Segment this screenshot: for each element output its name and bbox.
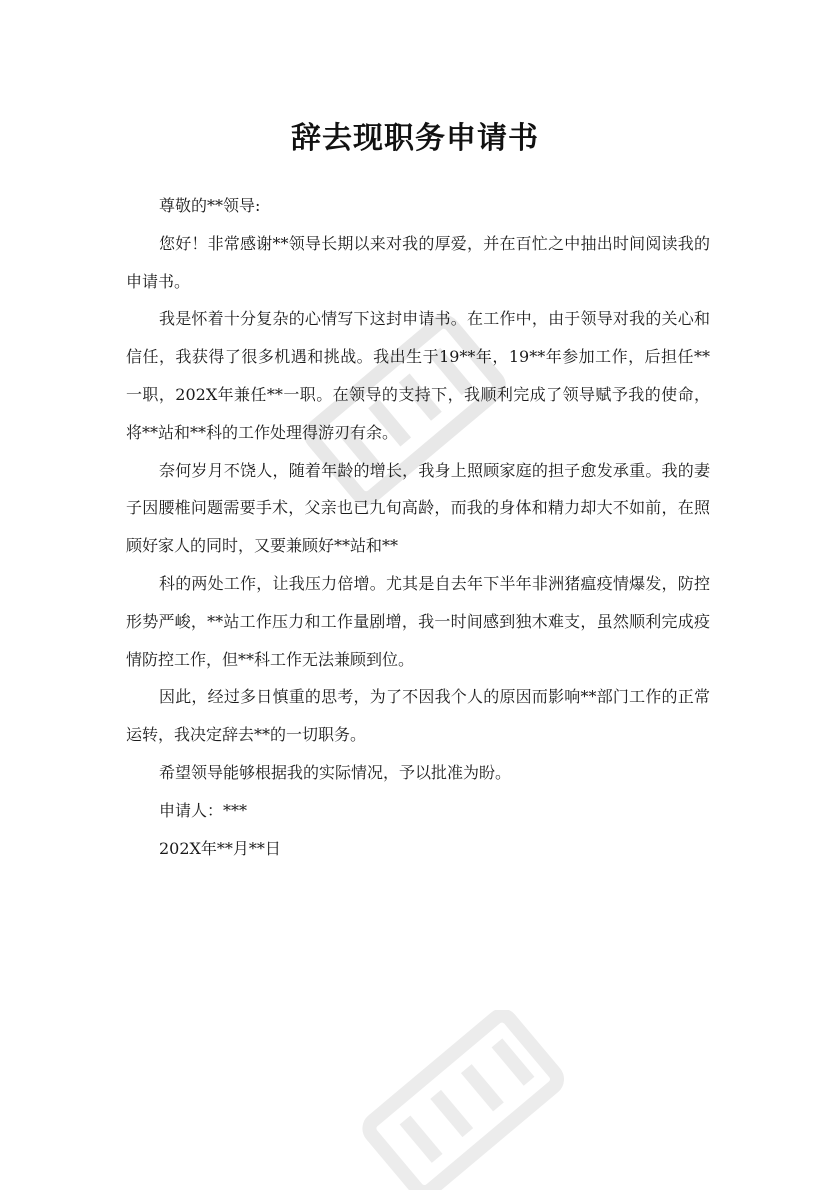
watermark-stamp-bottom <box>330 1010 590 1190</box>
paragraph-decision: 因此，经过多日慎重的思考，为了不因我个人的原因而影响**部门工作的正常运转，我决定辞去**的一切职务。 <box>126 687 710 745</box>
document-title: 辞去现职务申请书 <box>291 121 539 156</box>
watermark-stamp-bottom-graphic <box>330 1010 590 1190</box>
paragraph-workload: 科的两处工作，让我压力倍增。尤其是自去年下半年非洲猪瘟疫情爆发，防控形势严峻，**站工作压力和工作量剧增，我一时间感到独木难支，虽然顺利完成疫情防控工作，但**科工作无法兼顾到位。 <box>126 573 710 669</box>
salutation: 尊敬的**领导: <box>159 196 261 215</box>
paragraph-request: 希望领导能够根据我的实际情况，予以批准为盼。 <box>159 762 512 782</box>
applicant-line: 申请人：*** <box>159 800 248 820</box>
paragraph-greeting: 您好！非常感谢**领导长期以来对我的厚爱，并在百忙之中抽出时间阅读我的申请书。 <box>126 233 710 291</box>
paragraph-background: 我是怀着十分复杂的心情写下这封申请书。在工作中，由于领导对我的关心和信任，我获得了很多机遇和挑战。我出生于19**年，19**年参加工作，后担任**一职，202X年兼任**一职。在领导的支持下，我顺利完成了领导赋予我的使命，将**站和**科的工作处理得游刃有余。 <box>126 309 710 442</box>
paragraph-family: 奈何岁月不饶人，随着年龄的增长，我身上照顾家庭的担子愈发承重。我的妻子因腰椎问题需要手术，父亲也已九旬高龄，而我的身体和精力却大不如前，在照顾好家人的同时，又要兼顾好**站和** <box>126 460 710 556</box>
document-body <box>126 187 710 867</box>
date-line: 202X年**月**日 <box>159 838 281 858</box>
